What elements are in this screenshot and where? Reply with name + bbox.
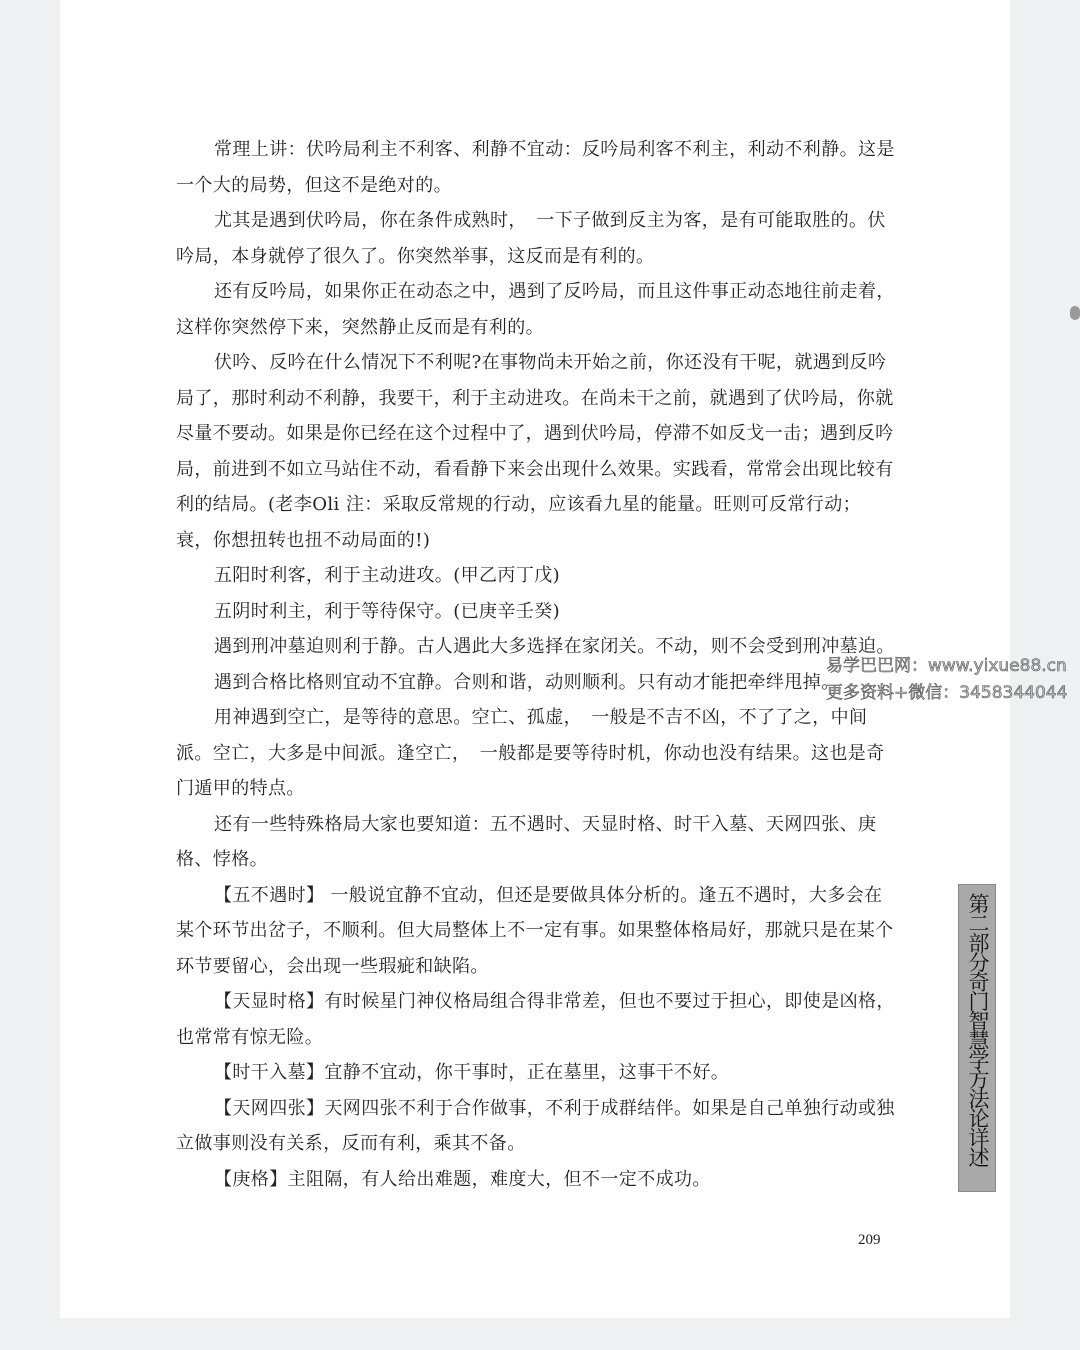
paragraph: 五阳时利客，利于主动进攻。(甲乙丙丁戊) [214, 565, 561, 586]
paragraph: 用神遇到空亡，是等待的意思。空亡、孤虚， 一般是不吉不凶，不了了之，中间派。空亡，大多是中间派。逢空亡， 一般都是要等待时机，你动也没有结果。这也是奇门遁甲的特点。 [176, 707, 885, 799]
paragraph: 【天网四张】天网四张不利于合作做事，不利于成群结伴。如果是自己单独行动或独立做事则没有关系，反而有利，乘其不备。 [176, 1097, 895, 1154]
page-number: 209 [858, 1232, 881, 1248]
paragraph: 遇到合格比格则宜动不宜静。合则和谐，动则顺利。只有动才能把牵绊甩掉。 [214, 671, 840, 693]
paragraph: 遇到刑冲墓迫则利于静。古人遇此大多选择在家闭关。不动，则不会受到刑冲墓迫。 [214, 636, 895, 657]
body-text [176, 132, 896, 1197]
paragraph: 五阴时利主，利于等待保守。(已庚辛壬癸) [214, 600, 561, 622]
paragraph: 伏吟、反吟在什么情况下不利呢?在事物尚未开始之前，你还没有干呢，就遇到反吟局了，那时利动不利静，我要干，利于主动进攻。在尚未干之前，就遇到了伏吟局，你就尽量不要动。如果是你已经在这个过程中了，遇到伏吟局，停滞不如反戈一击；遇到反吟局，前进到不如立马站住不动，看看静下来会出现什么效果。实践看，常常会出现比较有利的结局。(老李Oli 注：采取反常规的行动，应该看九星的能量。旺则可反常行动；衰，你想扭转也扭不动局面的!) [176, 352, 894, 551]
watermark-line: 易学巴巴网：www.yixue88.cn [826, 656, 1067, 676]
paragraph: 常理上讲：伏吟局利主不利客、利静不宜动：反吟局利客不利主，利动不利静。这是一个大的局势，但这不是绝对的。 [176, 139, 895, 196]
paragraph: 尤其是遇到伏吟局，你在条件成熟时， 一下子做到反主为客，是有可能取胜的。伏吟局，本身就停了很久了。你突然举事，这反而是有利的。 [176, 210, 886, 267]
paragraph: 【庚格】主阻隔，有人给出难题，难度大，但不一定不成功。 [214, 1168, 711, 1190]
section-tab-label: 第二部分奇门智慧学方法论详述 [966, 893, 990, 1166]
paragraph: 【五不遇时】 一般说宜静不宜动，但还是要做具体分析的。逢五不遇时，大多会在某个环节出岔子，不顺利。但大局整体上不一定有事。如果整体格局好，那就只是在某个环节要留心，会出现一些瑕疵和缺陷。 [176, 884, 894, 977]
paragraph: 还有一些特殊格局大家也要知道：五不遇时、天显时格、时干入墓、天网四张、庚格、悖格。 [176, 813, 877, 870]
scroll-indicator[interactable] [1070, 306, 1080, 320]
paragraph: 【天显时格】有时候星门神仪格局组合得非常差，但也不要过于担心，即使是凶格，也常常有惊无险。 [176, 991, 895, 1048]
watermark-line: 更多资料+微信：3458344044 [826, 683, 1068, 703]
paragraph: 【时干入墓】宜静不宜动，你干事时，正在墓里，这事干不好。 [214, 1062, 730, 1083]
paragraph: 还有反吟局，如果你正在动态之中，遇到了反吟局，而且这件事正动态地往前走着，这样你突然停下来，突然静止反而是有利的。 [176, 281, 895, 338]
section-side-tab [958, 884, 996, 1192]
